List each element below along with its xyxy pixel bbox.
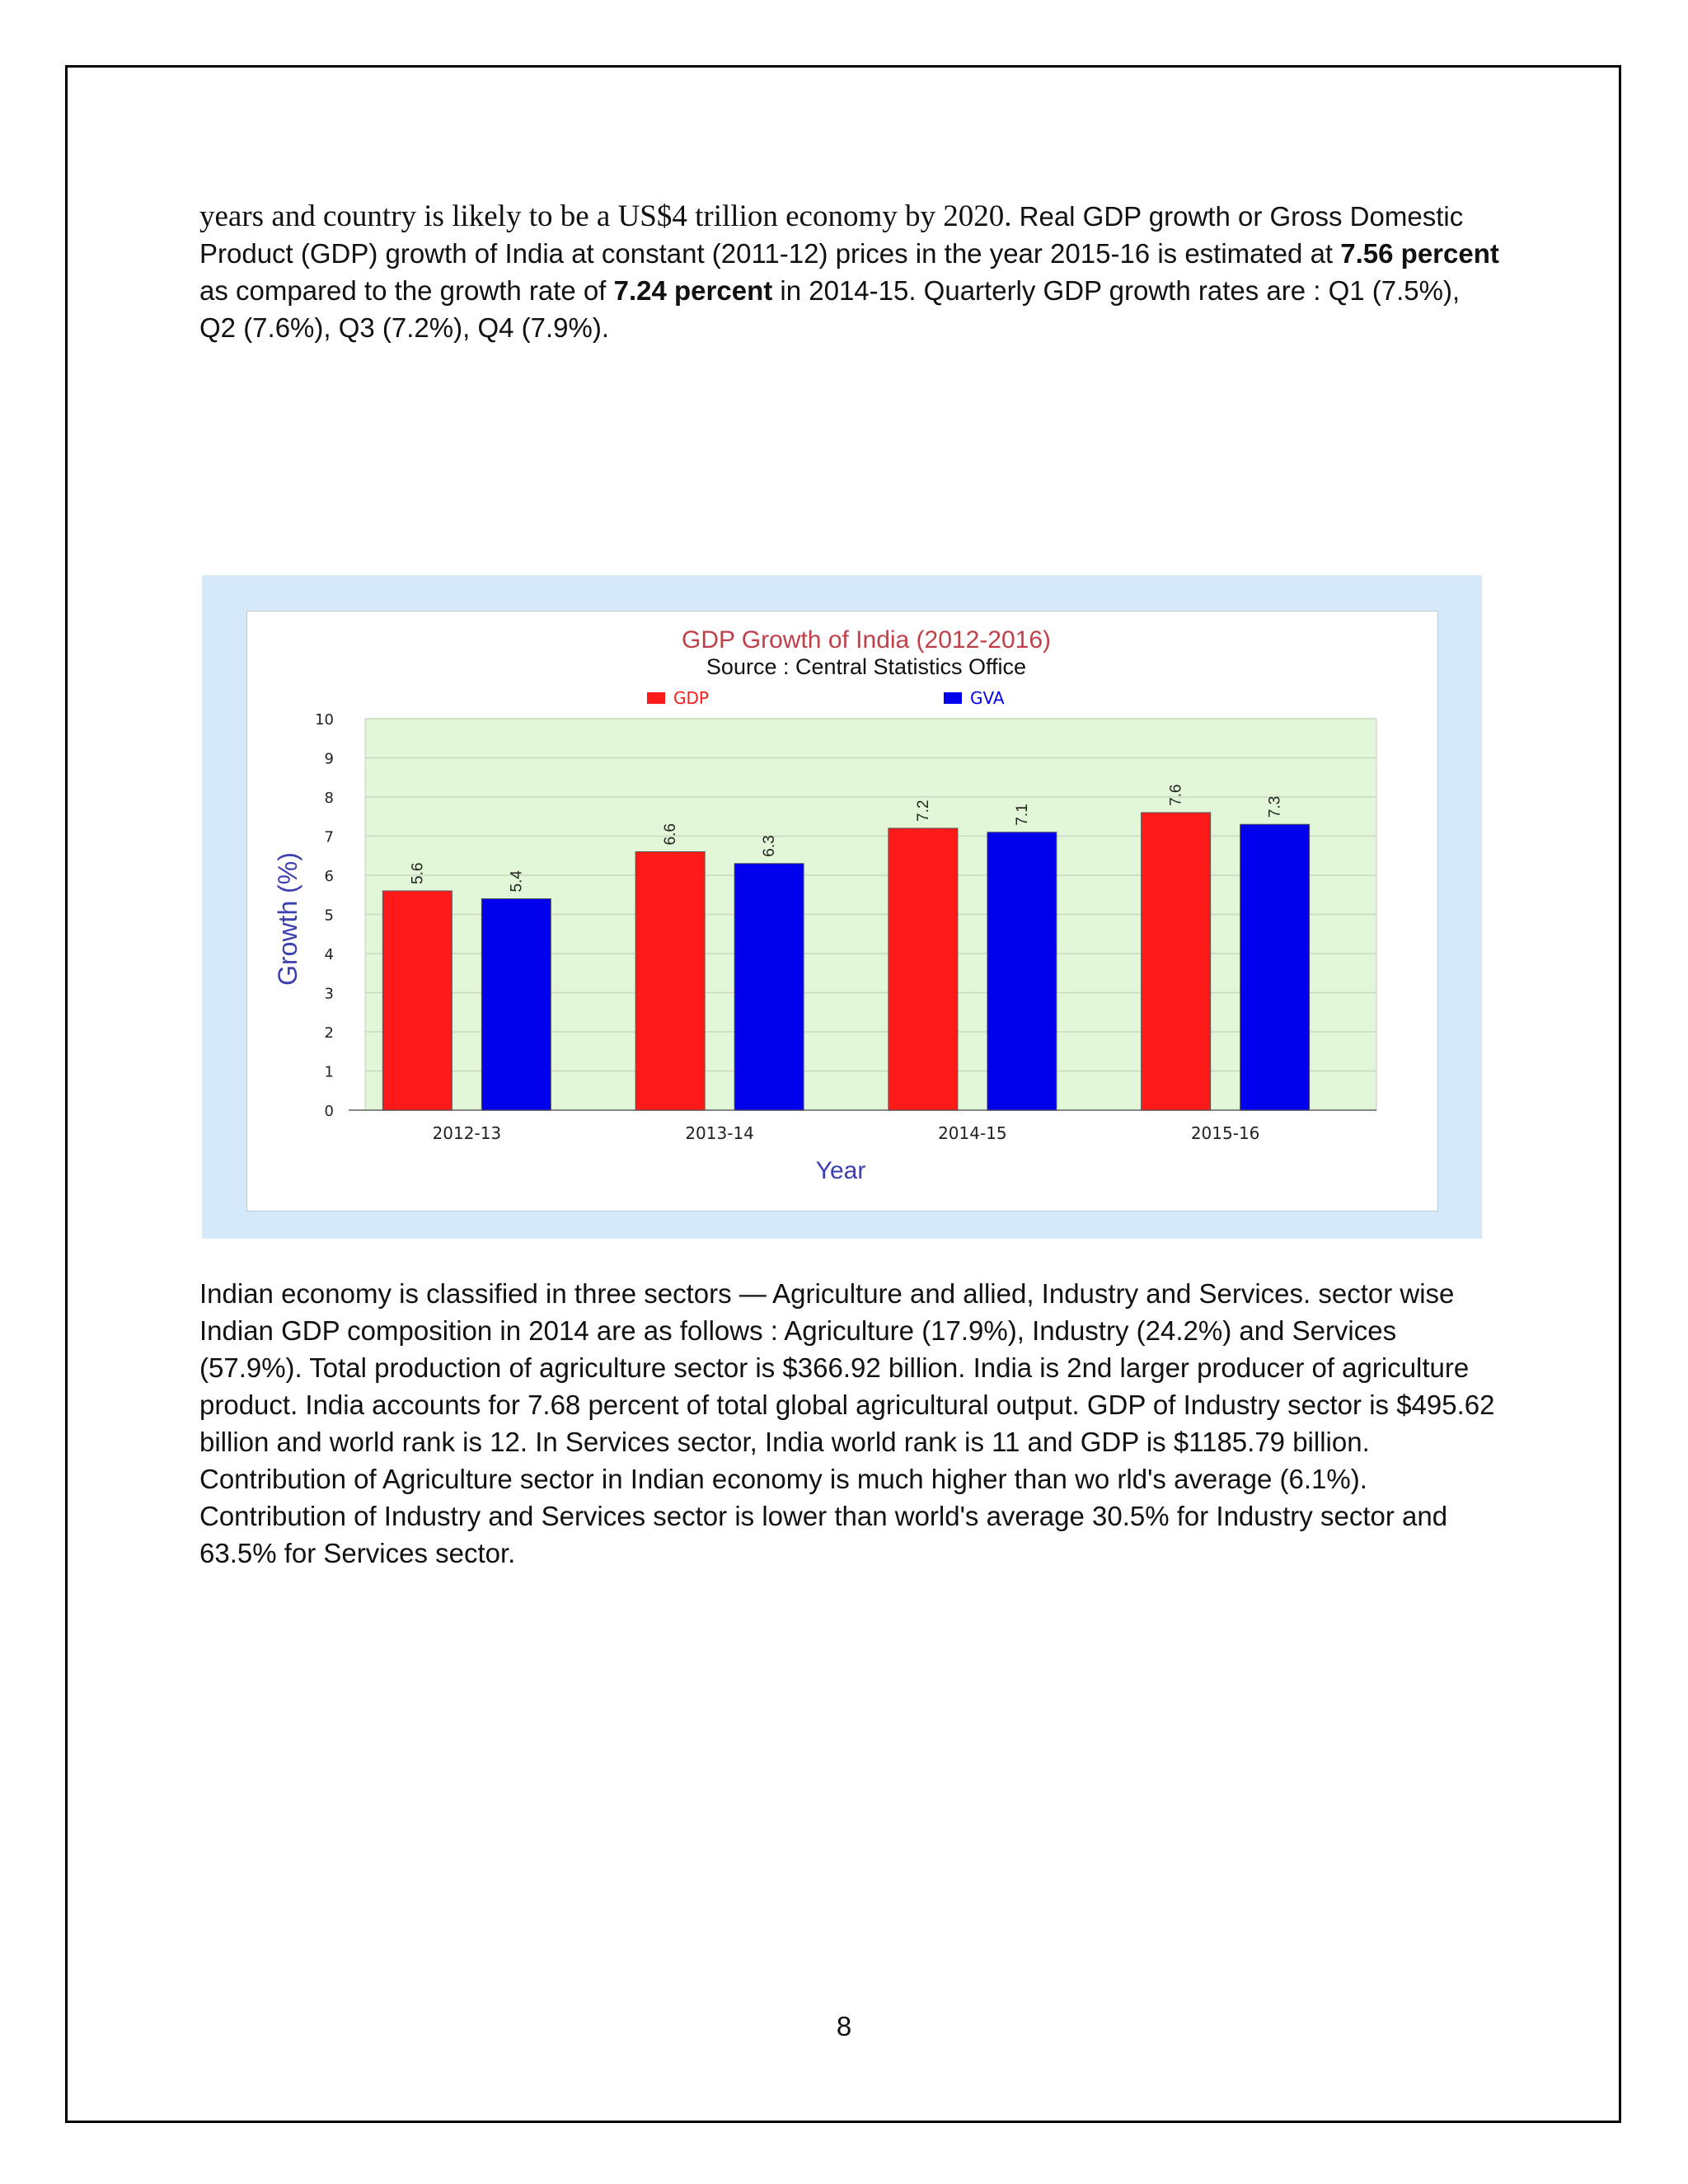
bold-figure-2015-16: 7.56 percent — [1340, 238, 1499, 269]
y-tick-label: 9 — [324, 750, 334, 768]
data-label-gva: 5.4 — [508, 870, 526, 893]
x-tick-label: 2012-13 — [432, 1123, 502, 1143]
paragraph-text: as compared to the growth rate of — [199, 275, 614, 306]
gdp-growth-chart — [247, 612, 1437, 1211]
y-tick-label: 10 — [315, 711, 334, 729]
bar-gdp-2015-16 — [1142, 813, 1211, 1110]
bar-gva-2013-14 — [734, 864, 804, 1110]
paragraph-lead-text: years and country is likely to be a US$4 trillion economy by 2020. — [199, 199, 1012, 233]
x-tick-label: 2013-14 — [685, 1123, 754, 1143]
paragraph-sectors: Indian economy is classified in three sectors — Agriculture and allied, Industry and Services. sector wise Indian GDP composition in 2014 are as follows : Agriculture (17.9%), Industry (24.2%) and Services (57.9%). Total production of agriculture sector is $366.92 billion. India is 2nd larger producer of agriculture product. India accounts for 7.68 percent of total global agricultural output. GDP of Industry sector is $495.62 billion and world rank is 12. In Services sector, India world rank is 11 and GDP is $1185.79 billion. Contribution of Agriculture sector in Indian economy is much higher than wo rld's average (6.1%). Contribution of Industry and Services sector is lower than world's average 30.5% for Industry sector and 63.5% for Services sector. — [199, 1278, 1495, 1568]
y-tick-label: 4 — [324, 946, 334, 963]
legend-label-gdp: GDP — [673, 688, 709, 708]
y-tick-label: 2 — [324, 1024, 334, 1042]
legend-label-gva: GVA — [970, 688, 1005, 708]
paragraph-gdp-growth — [199, 198, 1502, 346]
chart-title: GDP Growth of India (2012-2016) — [681, 626, 1052, 654]
y-tick-label: 0 — [324, 1103, 334, 1120]
y-tick-label: 7 — [324, 828, 334, 846]
y-tick-label: 5 — [324, 907, 334, 925]
bold-figure-2014-15: 7.24 percent — [613, 275, 773, 306]
y-tick-label: 8 — [324, 790, 334, 807]
data-label-gdp: 7.6 — [1167, 784, 1185, 806]
y-tick-label: 1 — [324, 1063, 334, 1081]
y-tick-label: 6 — [324, 868, 334, 885]
y-tick-label: 3 — [324, 985, 334, 1003]
x-axis-label: Year — [815, 1157, 866, 1184]
chart-frame — [202, 575, 1482, 1239]
data-label-gdp: 5.6 — [409, 862, 427, 884]
data-label-gdp: 7.2 — [914, 799, 932, 822]
data-label-gdp: 6.6 — [662, 823, 680, 846]
data-label-gva: 6.3 — [761, 835, 779, 857]
bar-gdp-2012-13 — [382, 891, 452, 1110]
legend-swatch-gdp — [647, 692, 665, 704]
x-tick-label: 2014-15 — [938, 1123, 1007, 1143]
bar-gdp-2013-14 — [635, 852, 705, 1111]
x-tick-label: 2015-16 — [1190, 1123, 1260, 1143]
data-label-gva: 7.1 — [1013, 804, 1031, 826]
paragraph-text: in 2014-15. Quarterly GDP growth rates are : Q1 (7.5%), Q2 (7.6%), Q3 (7.2%), Q4 (7.9%). — [199, 275, 1461, 343]
data-label-gva: 7.3 — [1266, 795, 1284, 818]
chart-subtitle: Source : Central Statistics Office — [706, 654, 1027, 679]
bar-gva-2015-16 — [1240, 824, 1310, 1110]
bar-gva-2014-15 — [987, 832, 1057, 1110]
paragraph-text: Real GDP growth or Gross Domestic Product (GDP) growth of India at constant (2011-12) prices in the year 2015-16 is estimated at — [199, 201, 1464, 269]
y-axis-label: Growth (%) — [273, 852, 302, 986]
page-number: 8 — [836, 2011, 852, 2041]
bar-gdp-2014-15 — [889, 828, 958, 1110]
legend-swatch-gva — [944, 692, 962, 704]
bar-gva-2012-13 — [481, 899, 551, 1111]
chart-panel — [246, 611, 1438, 1212]
